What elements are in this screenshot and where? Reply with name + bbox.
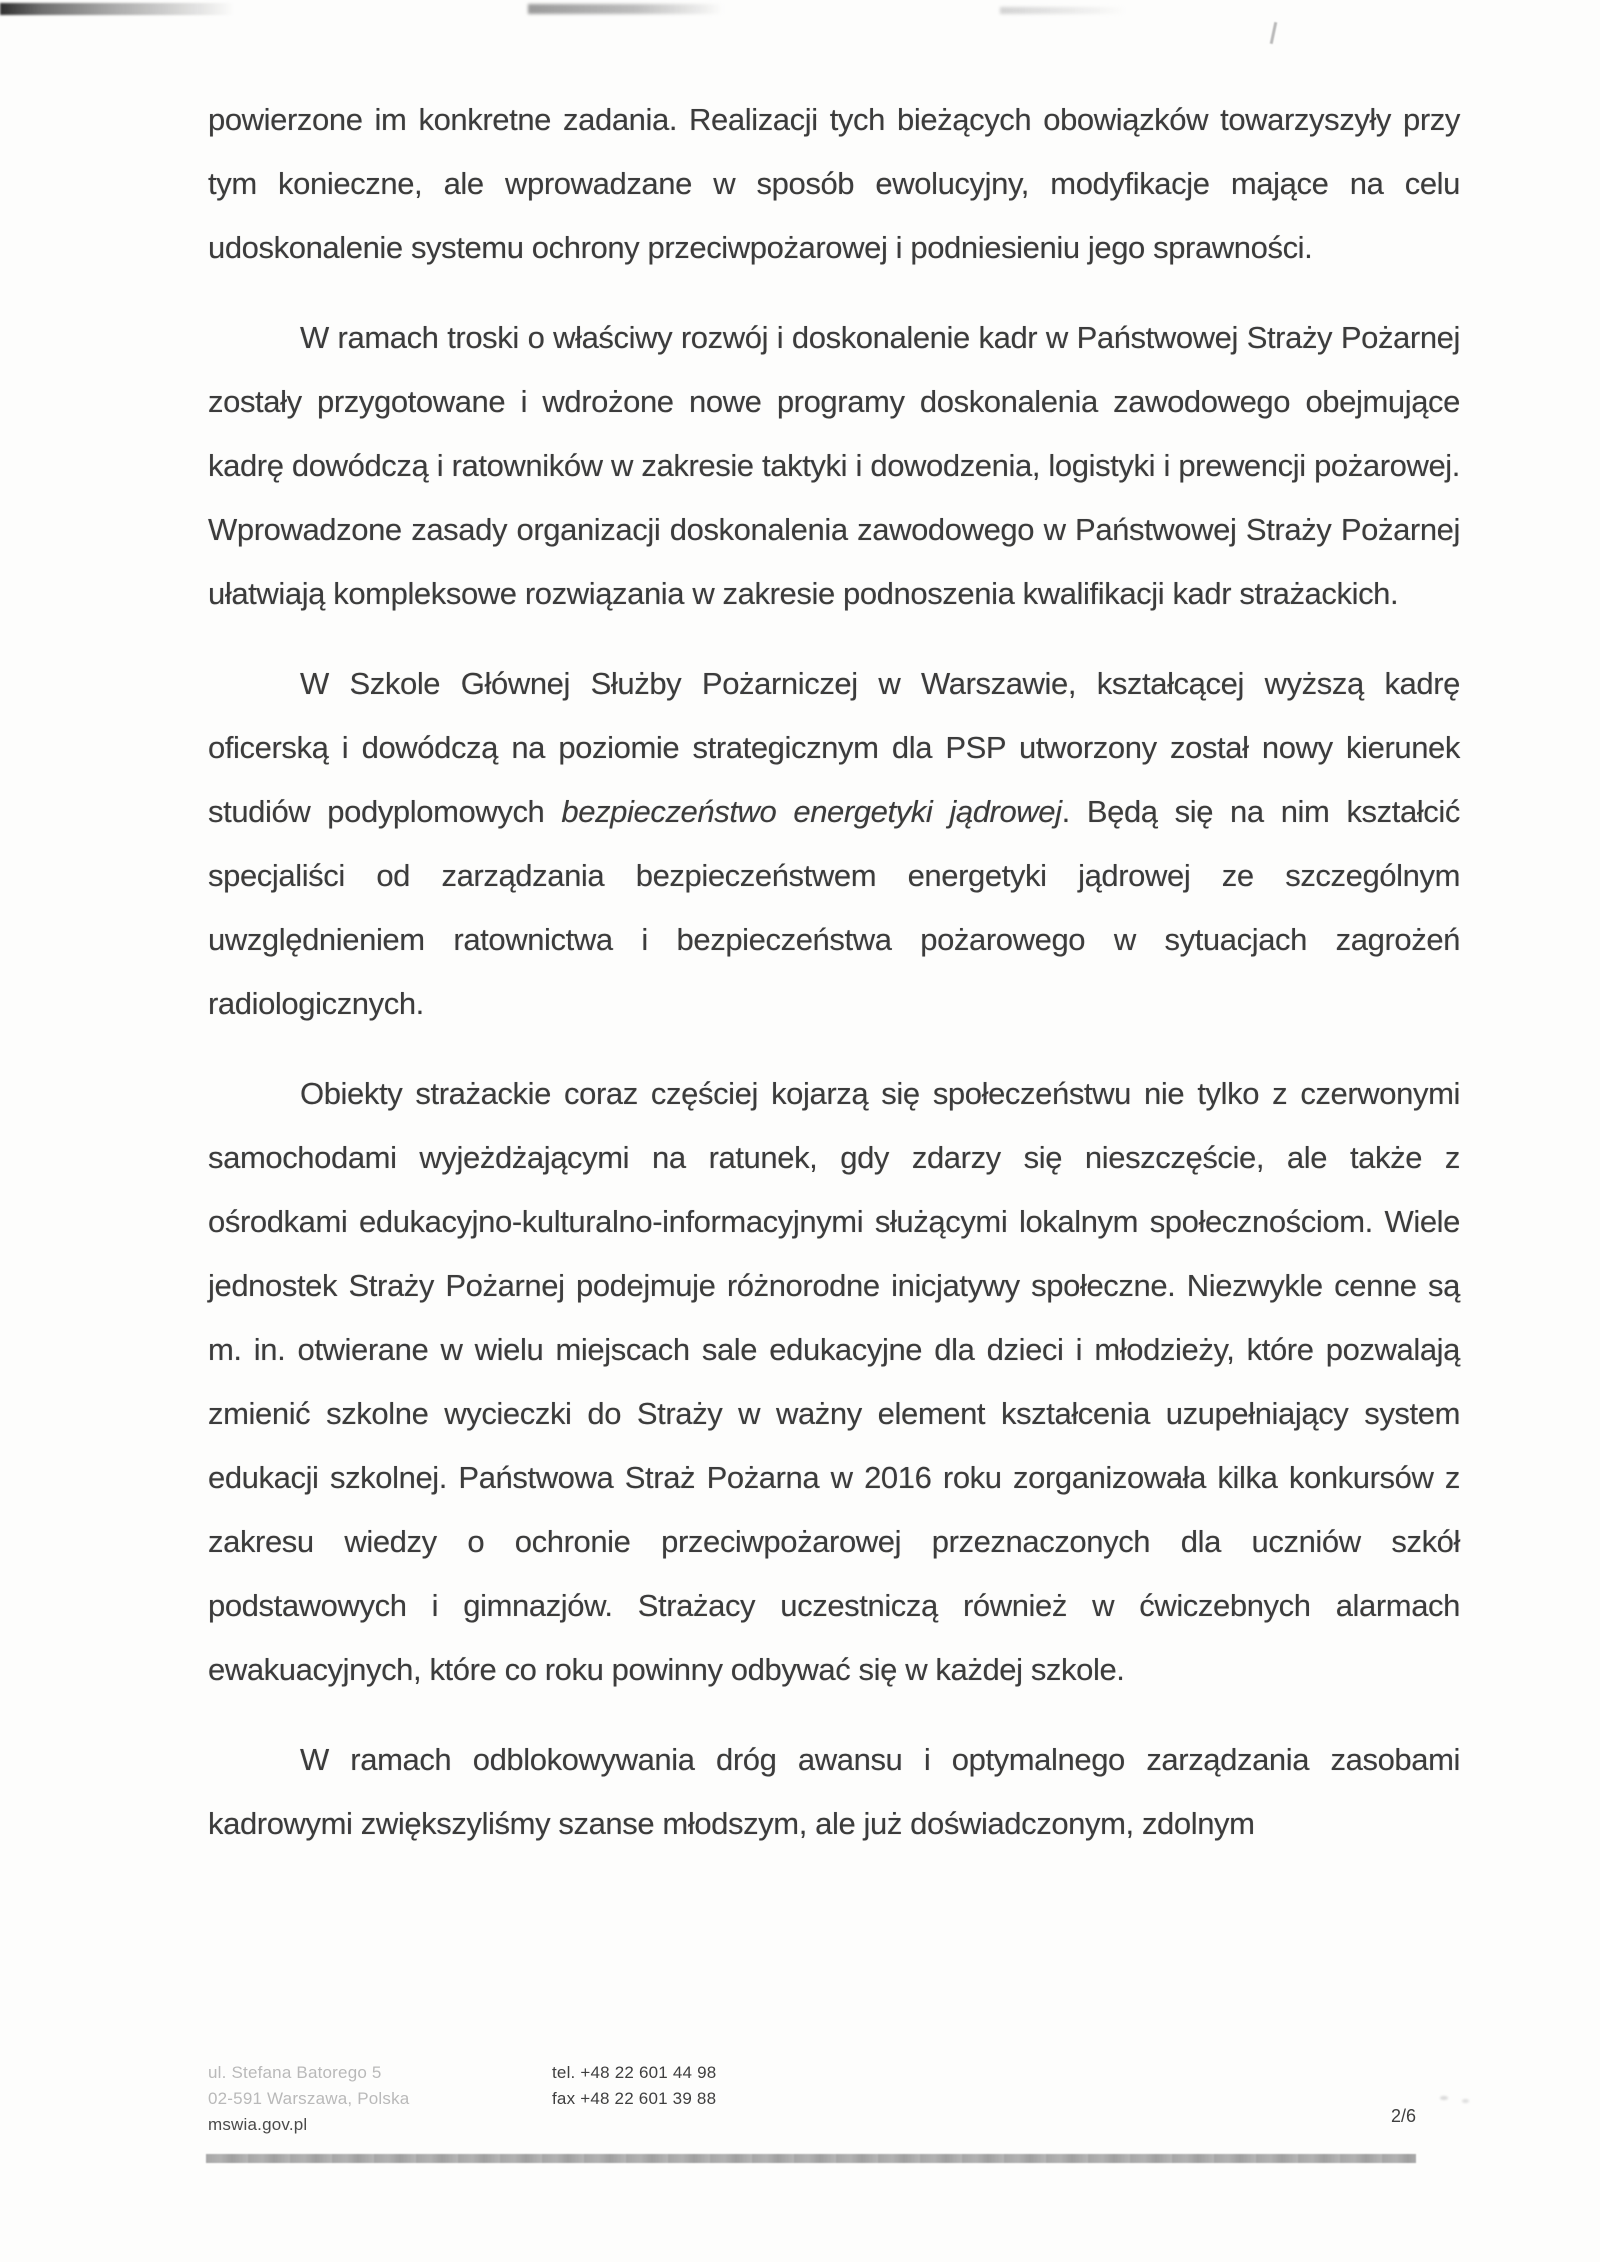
scan-artifact-top-left xyxy=(0,3,235,15)
scan-artifact-dot xyxy=(1462,2099,1469,2103)
paragraph-continuation: powierzone im konkretne zadania. Realizacji tych bieżących obowiązków towarzyszyły przy tym konieczne, ale wprowadzane w sposób ewolucyjny, modyfikacje mające na celu udoskonalenie systemu ochrony przeciwpożarowej i podniesieniu jego sprawności. xyxy=(208,102,1460,265)
footer-address-city: 02-591 Warszawa, Polska xyxy=(208,2089,410,2108)
footer-phone: tel. +48 22 601 44 98 xyxy=(552,2063,717,2082)
scan-artifact-top-middle xyxy=(528,4,723,14)
paragraph-fire-academy-text-after: . Będą się na nim kształcić specjaliści od zarządzania bezpieczeństwem energetyki jądrowej ze szczególnym uwzględnieniem ratownictwa i bezpieczeństwa pożarowego w sytuacjach zagrożeń radiologicznych. xyxy=(208,794,1460,1021)
footer-contact-block xyxy=(552,2060,716,2112)
scan-artifact-dot xyxy=(1440,2096,1448,2100)
footer-divider-bar xyxy=(206,2154,1416,2163)
course-title-italic: bezpieczeństwo energetyki jądrowej xyxy=(561,794,1062,829)
paragraph-fire-academy-text-before: W Szkole Głównej Służby Pożarniczej w Warszawie, kształcącej wyższą kadrę oficerską i dowódczą na poziomie strategicznym dla PSP utworzony został nowy kierunek studiów podyplomowych xyxy=(208,666,1460,829)
paragraph-career-paths: W ramach odblokowywania dróg awansu i optymalnego zarządzania zasobami kadrowymi zwiększyliśmy szanse młodszym, ale już doświadczonym, zdolnym xyxy=(208,1742,1460,1841)
paragraph-social-initiatives: Obiekty strażackie coraz częściej kojarzą się społeczeństwu nie tylko z czerwonymi samochodami wyjeżdżającymi na ratunek, gdy zdarzy się nieszczęście, ale także z ośrodkami edukacyjno-kulturalno-informacyjnymi służącymi lokalnym społecznościom. Wiele jednostek Straży Pożarnej podejmuje różnorodne inicjatywy społeczne. Niezwykle cenne są m. in. otwierane w wielu miejscach sale edukacyjne dla dzieci i młodzieży, które pozwalają zmienić szkolne wycieczki do Straży w ważny element kształcenia uzupełniający system edukacji szkolnej. Państwowa Straż Pożarna w 2016 roku zorganizowała kilka konkursów z zakresu wiedzy o ochronie przeciwpożarowej przeznaczonych dla uczniów szkół podstawowych i gimnazjów. Strażacy uczestniczą również w ćwiczebnych alarmach ewakuacyjnych, które co roku powinny odbywać się w każdej szkole. xyxy=(208,1076,1460,1687)
paragraph-training-programs: W ramach troski o właściwy rozwój i doskonalenie kadr w Państwowej Straży Pożarnej zostały przygotowane i wdrożone nowe programy doskonalenia zawodowego obejmujące kadrę dowódczą i ratowników w zakresie taktyki i dowodzenia, logistyki i prewencji pożarowej. Wprowadzone zasady organizacji doskonalenia zawodowego w Państwowej Straży Pożarnej ułatwiają kompleksowe rozwiązania w zakresie podnoszenia kwalifikacji kadr strażackich. xyxy=(208,320,1460,611)
document-body xyxy=(208,88,1460,1856)
scan-artifact-tick-mark xyxy=(1270,22,1278,44)
paragraph-fire-academy xyxy=(208,652,1460,1036)
footer-website: mswia.gov.pl xyxy=(208,2115,308,2134)
footer-address-block xyxy=(208,2060,409,2138)
page-number: 2/6 xyxy=(1390,2106,1416,2126)
footer-address-street: ul. Stefana Batorego 5 xyxy=(208,2063,382,2082)
scan-artifact-top-right xyxy=(1000,7,1125,14)
footer-fax: fax +48 22 601 39 88 xyxy=(552,2089,717,2108)
